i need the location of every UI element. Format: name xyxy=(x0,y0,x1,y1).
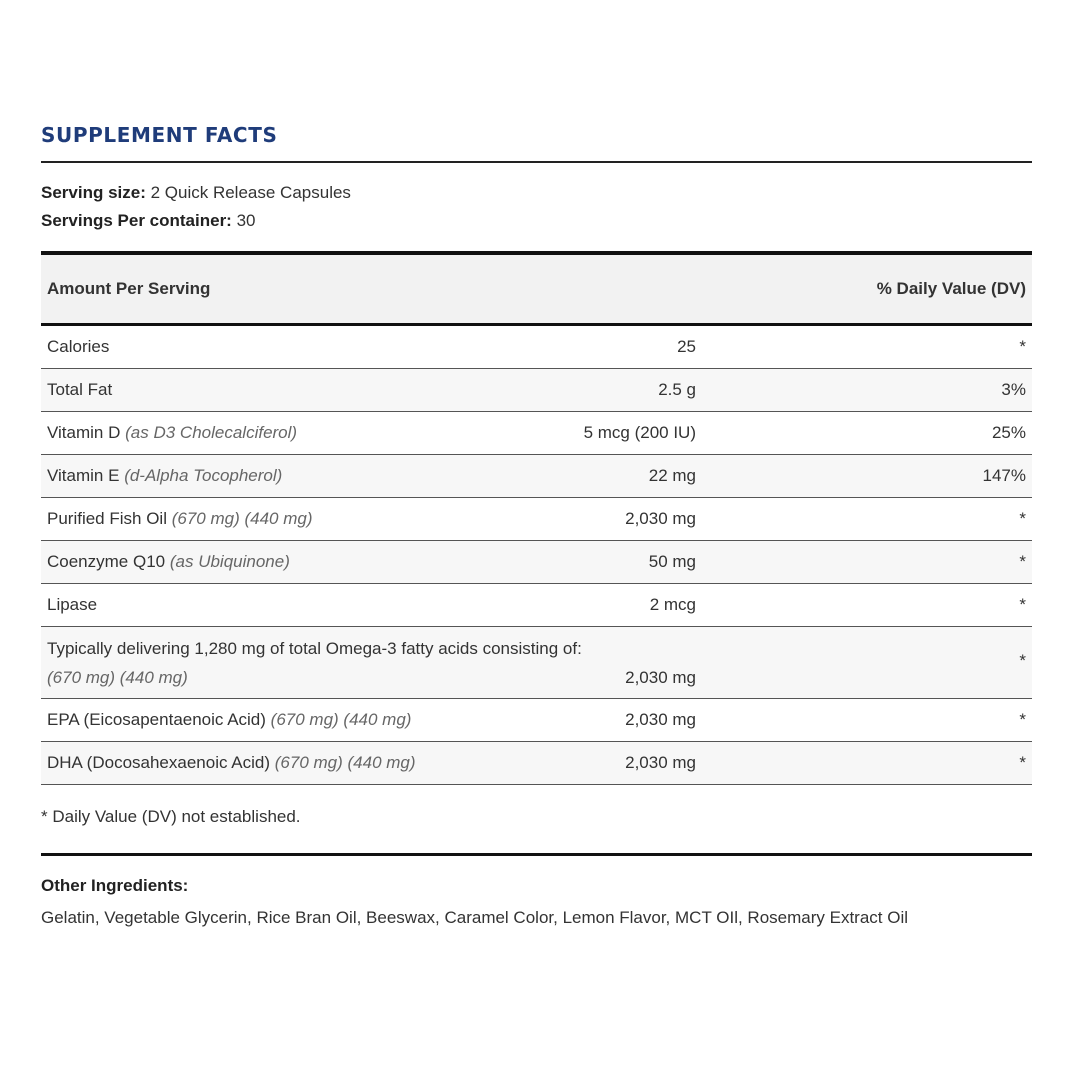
nutrient-name xyxy=(47,710,411,730)
nutrient-label: Purified Fish Oil xyxy=(47,509,167,528)
nutrient-name xyxy=(47,509,313,529)
nutrient-dv: 25% xyxy=(991,423,1026,442)
other-ingredients-list: Gelatin, Vegetable Glycerin, Rice Bran Oil, Beeswax, Caramel Color, Lemon Flavor, MCT OIl, Rosemary Extract Oil xyxy=(41,908,908,927)
nutrient-amount: 50 mg xyxy=(648,552,696,571)
nutrient-label: Vitamin D xyxy=(47,423,121,442)
nutrient-source: (670 mg) (440 mg) xyxy=(270,710,412,729)
nutrient-source: (as D3 Cholecalciferol) xyxy=(125,423,298,442)
nutrient-amount: 2,030 mg xyxy=(625,710,696,729)
nutrient-source: (670 mg) (440 mg) xyxy=(47,668,188,687)
nutrient-source: (d-Alpha Tocopherol) xyxy=(124,466,283,485)
nutrient-dv: * xyxy=(1019,753,1026,772)
nutrient-table xyxy=(41,326,1032,785)
serving-size-label: Serving size: xyxy=(41,183,146,202)
nutrient-label: EPA (Eicosapentaenoic Acid) xyxy=(47,710,266,729)
table-row xyxy=(41,369,1032,412)
servings-per-container-value: 30 xyxy=(231,211,256,230)
nutrient-name xyxy=(47,753,416,773)
nutrient-dv: * xyxy=(1019,552,1026,571)
footnote-divider xyxy=(41,853,1032,856)
nutrient-dv: * xyxy=(1019,710,1026,729)
nutrient-name: Typically delivering 1,280 mg of total Omega-3 fatty acids consisting of: xyxy=(47,639,582,658)
header-amount-per-serving: Amount Per Serving xyxy=(47,279,211,298)
nutrient-dv: * xyxy=(1019,509,1026,528)
table-row xyxy=(41,498,1032,541)
nutrient-name xyxy=(47,595,97,615)
other-ingredients-label: Other Ingredients: xyxy=(41,876,189,895)
nutrient-amount: 2 mcg xyxy=(649,595,696,614)
page-title: SUPPLEMENT FACTS xyxy=(41,123,278,147)
servings-per-container-label: Servings Per container: xyxy=(41,211,232,230)
nutrient-label: Lipase xyxy=(47,595,98,614)
serving-size xyxy=(41,179,1032,207)
table-row xyxy=(41,699,1032,742)
nutrient-source: (670 mg) (440 mg) xyxy=(171,509,313,528)
nutrient-amount: 2.5 g xyxy=(658,380,696,399)
nutrient-label: Coenzyme Q10 xyxy=(47,552,166,571)
nutrient-amount: 5 mcg (200 IU) xyxy=(583,423,696,442)
title-divider xyxy=(41,161,1032,163)
dv-footnote: * Daily Value (DV) not established. xyxy=(41,807,301,826)
header-daily-value: % Daily Value (DV) xyxy=(876,279,1026,298)
nutrient-name xyxy=(47,337,109,357)
nutrient-name xyxy=(47,423,297,443)
nutrient-label: Vitamin E xyxy=(47,466,120,485)
nutrient-amount: 2,030 mg xyxy=(625,509,696,528)
nutrient-dv: * xyxy=(1019,651,1026,670)
nutrient-dv: * xyxy=(1019,337,1026,356)
nutrient-amount: 2,030 mg xyxy=(625,753,696,772)
table-row xyxy=(41,742,1032,785)
nutrient-label: Total Fat xyxy=(47,380,113,399)
nutrient-label: DHA (Docosahexaenoic Acid) xyxy=(47,753,271,772)
nutrient-amount: 2,030 mg xyxy=(625,668,696,687)
table-row xyxy=(41,326,1032,369)
table-row xyxy=(41,627,1032,699)
nutrient-source: (670 mg) (440 mg) xyxy=(274,753,416,772)
nutrient-dv: 3% xyxy=(1001,380,1026,399)
nutrient-name xyxy=(47,552,290,572)
table-row xyxy=(41,584,1032,627)
table-row xyxy=(41,541,1032,584)
nutrient-dv: * xyxy=(1019,595,1026,614)
nutrient-name xyxy=(47,380,112,400)
table-header xyxy=(41,255,1032,323)
serving-info xyxy=(41,179,1032,235)
nutrient-dv: 147% xyxy=(982,466,1026,485)
table-row xyxy=(41,412,1032,455)
nutrient-label: Calories xyxy=(47,337,110,356)
nutrient-name xyxy=(47,466,282,486)
supplement-facts-panel xyxy=(41,122,1032,928)
nutrient-amount: 22 mg xyxy=(648,466,696,485)
nutrient-amount: 25 xyxy=(677,337,696,356)
nutrient-source: (as Ubiquinone) xyxy=(169,552,290,571)
servings-per-container xyxy=(41,207,1032,235)
serving-size-value: 2 Quick Release Capsules xyxy=(145,183,351,202)
table-row xyxy=(41,455,1032,498)
